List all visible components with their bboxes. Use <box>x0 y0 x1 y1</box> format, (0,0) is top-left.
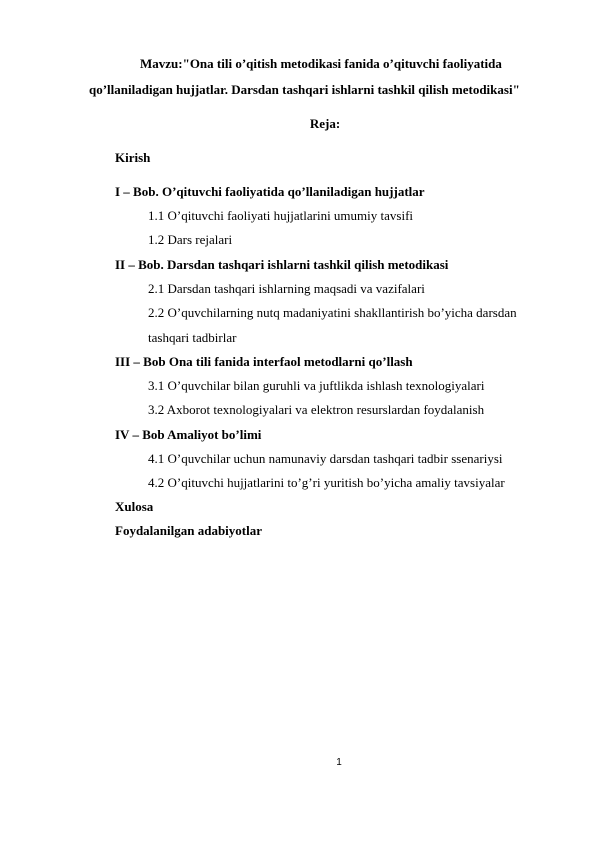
toc-section-2-2-cont: tashqari tadbirlar <box>148 330 237 345</box>
toc-section-4-1: 4.1 O’quvchilar uchun namunaviy darsdan tashqari tadbir ssenariysi <box>148 451 503 466</box>
toc-section-3-2: 3.2 Axborot texnologiyalari va elektron resurslardan foydalanish <box>148 402 485 417</box>
toc-chapter-4: IV – Bob Amaliyot bo’limi <box>115 427 262 442</box>
toc-section-4-2: 4.2 O’qituvchi hujjatlarini to’g’ri yuritish bo’yicha amaliy tavsiyalar <box>148 475 505 490</box>
title-line-1: Mavzu:"Ona tili o’qitish metodikasi fanida o’qituvchi faoliyatida <box>140 56 502 71</box>
title-line-2: qo’llaniladigan hujjatlar. Darsdan tashqari ishlarni tashkil qilish metodikasi" <box>89 82 520 97</box>
toc-chapter-2: II – Bob. Darsdan tashqari ishlarni tashkil qilish metodikasi <box>115 257 449 272</box>
toc-entry-intro: Kirish <box>115 150 151 165</box>
toc-section-3-1: 3.1 O’quvchilar bilan guruhli va juftlikda ishlash texnologiyalari <box>148 378 485 393</box>
plan-heading: Reja: <box>309 116 341 131</box>
page-number: 1 <box>336 757 342 768</box>
toc-section-2-1: 2.1 Darsdan tashqari ishlarning maqsadi va vazifalari <box>148 281 425 296</box>
toc-chapter-1: I – Bob. O’qituvchi faoliyatida qo’llaniladigan hujjatlar <box>115 184 425 199</box>
toc-chapter-3: III – Bob Ona tili fanida interfaol metodlarni qo’llash <box>115 354 413 369</box>
toc-section-2-2: 2.2 O’quvchilarning nutq madaniyatini shakllantirish bo’yicha darsdan <box>148 305 517 320</box>
toc-entry-references: Foydalanilgan adabiyotlar <box>115 523 262 538</box>
toc-section-1-1: 1.1 O’qituvchi faoliyati hujjatlarini umumiy tavsifi <box>148 208 414 223</box>
toc-section-1-2: 1.2 Dars rejalari <box>148 232 233 247</box>
toc-entry-conclusion: Xulosa <box>115 499 154 514</box>
